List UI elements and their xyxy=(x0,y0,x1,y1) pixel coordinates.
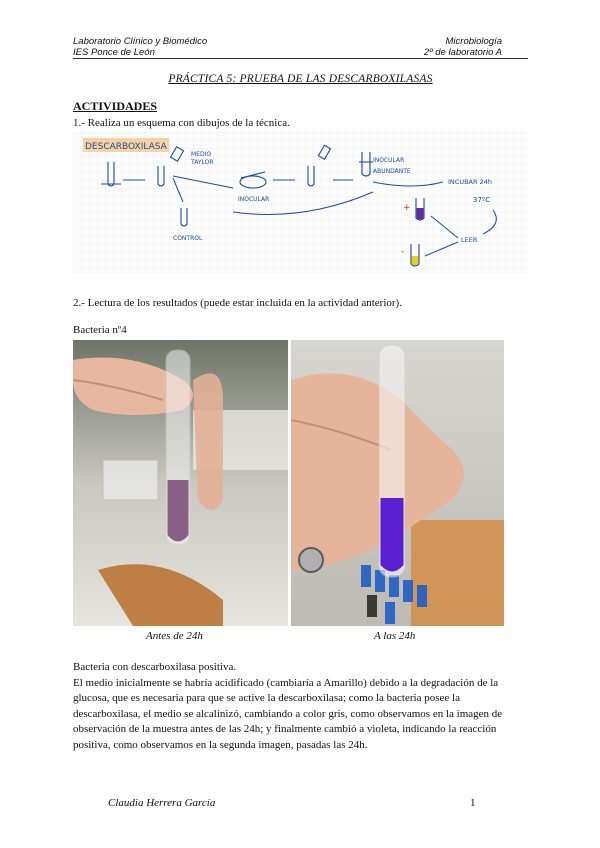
liquid-before xyxy=(168,480,189,542)
caption-after: A las 24h xyxy=(374,630,416,642)
sketch-label-medio: MEDIO xyxy=(191,151,212,158)
positive-medium xyxy=(417,208,424,220)
sketch-label-inocular: INOCULAR xyxy=(238,196,270,203)
results-summary: Bacteria con descarboxilasa positiva. xyxy=(73,661,237,673)
sketch-sign-plus: + xyxy=(403,203,411,213)
sketch-label-incubar: INCUBAR 24h xyxy=(448,178,492,186)
header-course: 2º de laboratorio A xyxy=(423,47,502,58)
header-left xyxy=(73,36,207,58)
sketch-label-abundante: ABUNDANTE xyxy=(373,168,411,175)
sketch-label-temp: 37ºC xyxy=(473,196,491,204)
negative-medium xyxy=(412,256,419,266)
sketch-sign-minus: - xyxy=(401,247,405,257)
sketch-label-leer: LEER xyxy=(461,236,478,244)
question-2: 2.- Lectura de los resultados (puede estar incluida en la actividad anterior). xyxy=(73,297,402,309)
header-right xyxy=(424,36,502,58)
page-number: 1 xyxy=(470,797,476,809)
photo-before-24h xyxy=(73,340,288,626)
caption-before: Antes de 24h xyxy=(146,630,203,642)
header-subject: Microbiología xyxy=(445,36,502,47)
sketch-label-taylor: TAYLOR xyxy=(191,159,214,166)
sketch-title: DESCARBOXILASA xyxy=(85,142,167,152)
photo-after-24h xyxy=(291,340,504,626)
header-divider xyxy=(73,58,528,59)
header-school: IES Ponce de León xyxy=(73,47,155,58)
sketch-label-inocular-2: INOCULAR xyxy=(373,157,405,164)
sketch-label-control: CONTROL xyxy=(173,235,203,242)
results-explanation: El medio inicialmente se habría acidificado (cambiaría a Amarillo) debido a la degradación de la glucosa, que es necesaria para que se active la descarboxilasa; como la bacteria posee la descarboxilasa, el medio se alcalinizó, cambiando a color gris, como observamos en la imagen de observación de la muestra antes de las 24h; y finalmente cambió a violeta, indicando la reacción positiva, como observamos en la segunda imagen, pasadas las 24h. xyxy=(73,676,503,751)
bacteria-label: Bacteria nº4 xyxy=(73,324,127,336)
footer-author: Claudia Herrera García xyxy=(108,797,216,809)
sketch-grid-paper xyxy=(73,132,528,274)
technique-sketch xyxy=(73,132,528,274)
header-institution: Laboratorio Clínico y Biomédico xyxy=(73,36,208,47)
section-heading: ACTIVIDADES xyxy=(73,99,158,113)
results-text xyxy=(73,660,528,753)
page-title: PRÁCTICA 5: PRUEBA DE LAS DESCARBOXILASAS xyxy=(168,73,433,85)
liquid-after xyxy=(381,498,404,572)
question-1: 1.- Realiza un esquema con dibujos de la técnica. xyxy=(73,117,290,129)
